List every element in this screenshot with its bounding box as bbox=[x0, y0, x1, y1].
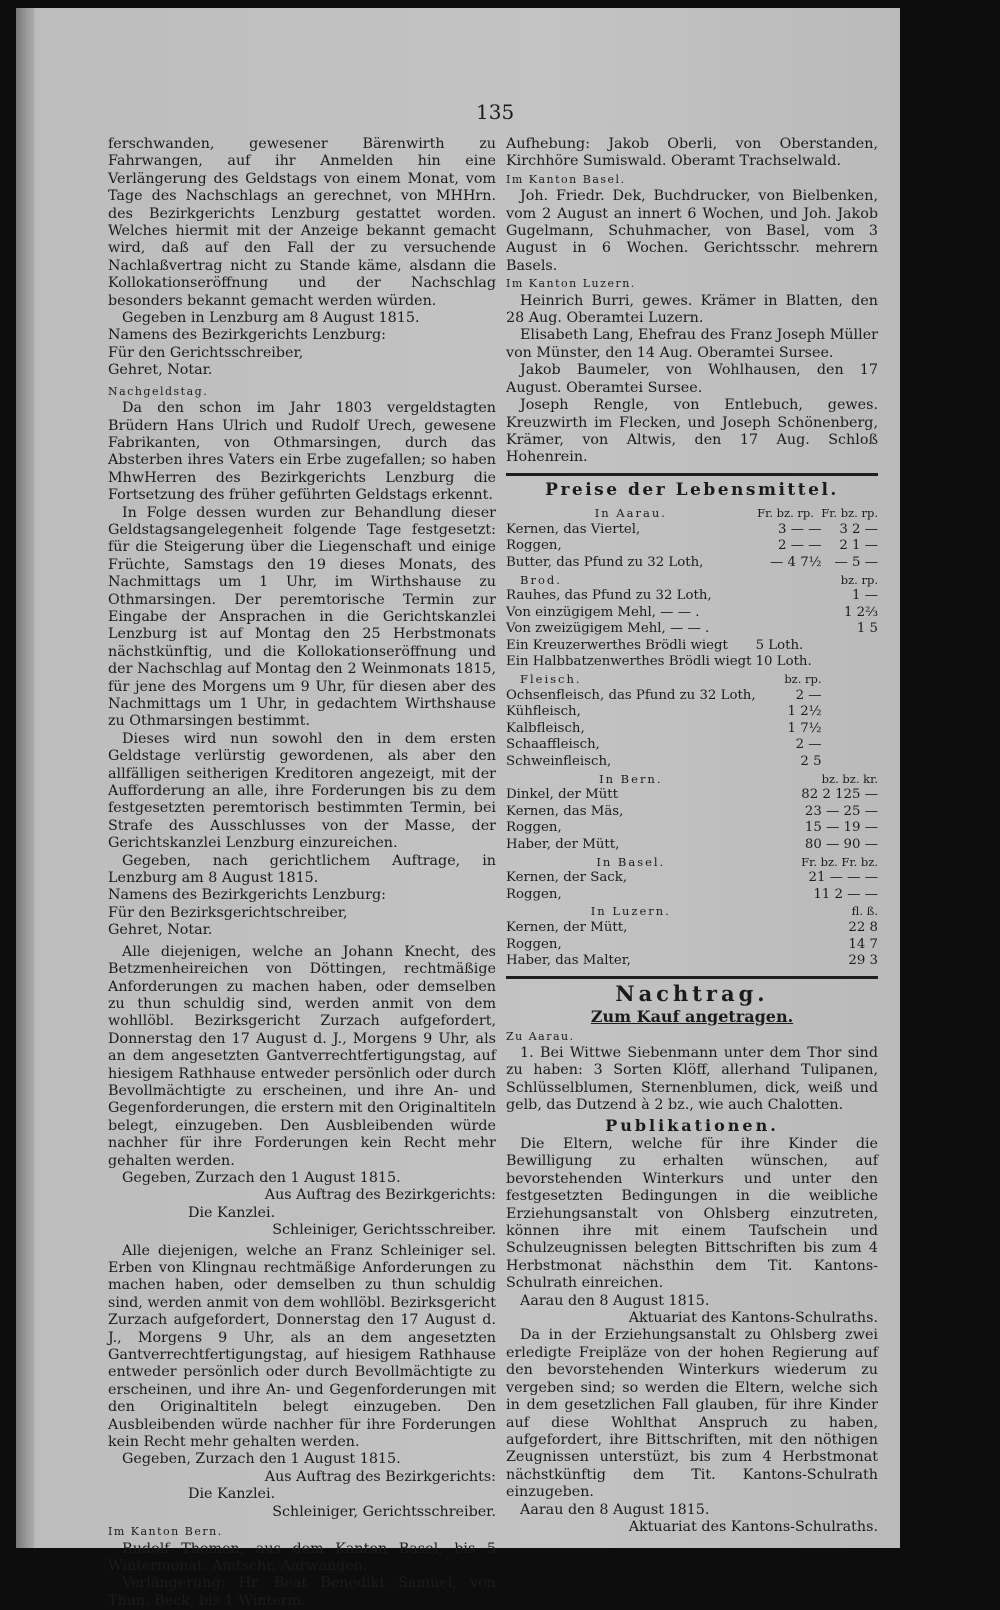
section-heading: Im Kanton Bern. bbox=[108, 1525, 223, 1539]
table-row bbox=[506, 505, 878, 522]
signature-line: Aus Auftrag des Bezirkgerichts: bbox=[264, 1468, 496, 1485]
notice-paragraph: Dieses wird nun sowohl den in dem ersten Geldstage verlürstig gewordenen, als aber den allfälligen seitherigen Kreditoren angezeigt, mit der Aufforderung an alle, ihre Forderungen bis zu dem festgesetzten peremtorisch bestimmten Termin, bei Strafe des Ausschlusses von der Masse, der Gerichtskanzlei Lenzburg einzureichen. bbox=[108, 730, 496, 852]
section-rule bbox=[506, 976, 878, 979]
section-heading: Im Kanton Luzern. bbox=[506, 277, 636, 291]
notice-paragraph: Rudolf Thomen, aus dem Kanton Basel, bis 5 Wintermonat. Amtschr. Aarwangen. bbox=[108, 1540, 496, 1574]
notice-paragraph: Joseph Rengle, von Entlebuch, gewes. Kreuzwirth im Flecken, und Joseph Schönenberg, Krämer, von Altwis, den 17 Aug. Schloß Hohenrein. bbox=[506, 397, 878, 466]
table-row: Kernen, der Mütt, 22 8 bbox=[506, 919, 878, 935]
notice-paragraph: Alle diejenigen, welche an Johann Knecht, des Betzmenheireichen von Döttingen, rechtmäßige Anforderungen zu machen haben, oder demselben zu thun schuldig sind, werden anmit von dem wohllöbl. Bezirksgericht Zurzach aufgefordert, Donnerstag den 17 August d. J., Morgens 9 Uhr, als an dem angesetzten Gantverrechtfertigungstag, auf hiesigem Rathhause entweder persönlich oder durch Bevollmächtigte zu erscheinen, und ihre An- und Gegenforderungen, die erstern mit den Originaltiteln belegt, einzugeben. Den Ausbleibenden würde nachher für ihre Forderungen kein Recht mehr gehalten werden. bbox=[108, 943, 496, 1169]
given-line: Gegeben, nach gerichtlichem Auftrage, in Lenzburg am 8 August 1815. bbox=[108, 852, 496, 887]
given-line: Gegeben in Lenzburg am 8 August 1815. bbox=[122, 310, 420, 327]
table-row: Rauhes, das Pfund zu 32 Loth, 1 — bbox=[506, 588, 878, 604]
signature-line: Namens des Bezirkgerichts Lenzburg: bbox=[108, 887, 386, 904]
notice-paragraph: Elisabeth Lang, Ehefrau des Franz Joseph Müller von Münster, den 14 Aug. Oberamtei Sursee. bbox=[506, 327, 878, 361]
publikationen-heading: Publikationen. bbox=[605, 1115, 779, 1135]
table-row: Kernen, das Mäs, 23 — 25 — bbox=[506, 803, 878, 819]
column-units: Fr. bz. rp. Fr. bz. rp. bbox=[757, 506, 878, 521]
section-heading: Nachgeldstag. bbox=[108, 384, 209, 398]
prices-table bbox=[506, 505, 878, 970]
table-row: Butter, das Pfund zu 32 Loth, — 4 7½ — 5 — bbox=[506, 554, 878, 570]
notice-paragraph: Joh. Friedr. Dek, Buchdrucker, von Bielbenken, vom 2 August an innert 6 Wochen, und Joh. Jakob Gugelmann, Schuhmacher, von Basel, vom 3 August in 6 Wochen. Gerichtsschr. mehrern Basels. bbox=[506, 188, 878, 274]
notice-paragraph: Heinrich Burri, gewes. Krämer in Blatten, den 28 Aug. Oberamtei Luzern. bbox=[506, 292, 878, 327]
section-rule bbox=[506, 473, 878, 476]
signature-line: Aktuariat des Kantons-Schulraths. bbox=[628, 1310, 878, 1327]
table-row: Ochsenfleisch, das Pfund zu 32 Loth, 2 — bbox=[506, 687, 822, 703]
notice-paragraph: In Folge dessen wurden zur Behandlung dieser Geldstagsangelegenheit folgende Tage festgesetzt: für die Steigerung über die Liegenschaft und einige Früchte, Samstags den 19 dieses Monats, des Nachmittags um 1 Uhr, im Wirthshause zu Othmarsingen. Der peremtorische Termin zur Eingabe der Ansprachen in die Gerichtskanzlei Lenzburg ist auf Montag den 25 Herbstmonats nächstkünftig, und die Kollokationseröffnung und der Nachschlag auf Montag den 2 Weinmonats 1815, für jene des Morgens um 9 Uhr, für diesen aber des Nachmittags um 1 Uhr, in gedachtem Wirthshause zu Othmarsingen bestimmt. bbox=[108, 504, 496, 730]
notice-paragraph: Die Eltern, welche für ihre Kinder die Bewilligung zu erhalten wünschen, auf bevorstehenden Winterkurs und unter den festgesetzten Bedingungen in die weibliche Erziehungsanstalt von Ohlsberg einzutreten, können ihre mit einem Taufschein und Schulzeugnissen belegten Bittschriften bis zum 4 Herbstmonat nächsthin dem Tit. Kantons-Schulrath einreichen. bbox=[506, 1136, 878, 1292]
signature-name: Schleiniger, Gerichtsschreiber. bbox=[272, 1222, 496, 1239]
table-row: Roggen, 2 — — 2 1 — bbox=[506, 538, 878, 554]
table-row: Kernen, das Viertel, 3 — — 3 2 — bbox=[506, 521, 878, 537]
table-row: Kühfleisch, 1 2½ bbox=[506, 704, 822, 720]
notice-paragraph: Alle diejenigen, welche an Franz Schleiniger sel. Erben von Klingnau rechtmäßige Anforderungen zu machen haben, oder demselben zu thun schuldig sind, werden anmit von dem wohllöbl. Bezirksgericht Zurzach aufgefordert, Donnerstag den 17 August d. J., Morgens 9 Uhr, als an dem angesetzten Gantverrechtfertigungstag, auf hiesigem Rathhause entweder persönlich oder durch Bevollmächtigte zu erscheinen, und ihre An- und Gegenforderungen mit den Originaltiteln belegt einzugeben. Den Ausbleibenden würde nachher für ihre Forderungen kein Recht mehr gehalten werden. bbox=[108, 1242, 496, 1451]
signature-name: Gehret, Notar. bbox=[108, 362, 213, 379]
signature-name: Schleiniger, Gerichtsschreiber. bbox=[272, 1503, 496, 1520]
left-column bbox=[108, 136, 496, 1610]
signature-line: Aus Auftrag des Bezirkgerichts: bbox=[264, 1187, 496, 1204]
notice-paragraph: ferschwanden, gewesener Bärenwirth zu Fahrwangen, auf ihr Anmelden hin eine Verlängerung des Geldstags von einem Monat, vom Tage des Nachschlags an gerechnet, von MHHrn. des Bezirkgerichts Lenzburg gestattet worden. Welches hiermit mit der Anzeige bekannt gemacht wird, daß auf den Fall der zu versuchende Nachlaßvertrag nicht zu Stande käme, alsdann die Kollokationseröffnung und der Nachschlag besonders bekannt gemacht werden würden. bbox=[108, 136, 496, 309]
signature-line: Für den Gerichtsschreiber, bbox=[108, 344, 304, 361]
section-heading: Zum Kauf angetragen. bbox=[590, 1007, 794, 1027]
table-row: Dinkel, der Mütt 82 2 125 — bbox=[506, 787, 878, 803]
notice-paragraph: Jakob Baumeler, von Wohlhausen, den 17 August. Oberamtei Sursee. bbox=[506, 362, 878, 396]
notice-paragraph: 1. Bei Wittwe Siebenmann unter dem Thor sind zu haben: 3 Sorten Klöff, allerhand Tulipanen, Schlüsselblumen, Sternenblumen, dick, weiß und gelb, das Dutzend à 2 bz., wie auch Chalotten. bbox=[506, 1044, 878, 1114]
prices-title: Preise der Lebensmittel. bbox=[545, 479, 839, 500]
page-number: 135 bbox=[476, 100, 515, 124]
notice-paragraph: Verlängerung: Hr. Beat Benedikt Samuel, von Thun, Beck, bis 1 Winterm. bbox=[108, 1575, 496, 1609]
newspaper-page bbox=[16, 8, 900, 1609]
table-row: Brod. bz. rp. bbox=[520, 572, 878, 587]
section-heading: Im Kanton Basel. bbox=[506, 172, 626, 186]
notice-paragraph: Da in der Erziehungsanstalt zu Ohlsberg zwei erledigte Freipläze von der hohen Regierung auf den bevorstehenden Winterkurs wiederum zu vergeben sind; so werden die Eltern, welche sich in dem gesetzlichen Fall glauben, für ihre Kinder auf diese Wohlthat Anspruch zu haben, aufgefordert, ihre Bittschriften, mit den nöthigen Zeugnissen unterstüzt, bis zum 4 Herbstmonat nächstkünftig dem Tit. Kantons-Schulrath einzugeben. bbox=[506, 1327, 878, 1501]
table-row: Ein Kreuzerwerthes Brödli wiegt 5 Loth. bbox=[506, 637, 804, 653]
table-row: Ein Halbbatzenwerthes Brödli wiegt 10 Loth. bbox=[506, 654, 812, 670]
given-line: Aarau den 8 August 1815. bbox=[520, 1292, 710, 1309]
table-row: Roggen, 15 — 19 — bbox=[506, 820, 878, 836]
signature-line: Aktuariat des Kantons-Schulraths. bbox=[628, 1518, 878, 1535]
table-row: Haber, der Mütt, 80 — 90 — bbox=[506, 837, 878, 852]
signature-line: Die Kanzlei. bbox=[188, 1204, 276, 1221]
table-row: Fleisch. bz. rp. bbox=[520, 672, 822, 687]
table-row: Schaaffleisch, 2 — bbox=[506, 737, 822, 753]
section-subheading: Zu Aarau. bbox=[506, 1029, 575, 1043]
given-line: Gegeben, Zurzach den 1 August 1815. bbox=[122, 1169, 401, 1186]
notice-paragraph: Da den schon im Jahr 1803 vergeldstagten Brüdern Hans Ulrich und Rudolf Urech, gewesene Fabrikanten, von Othmarsingen, durch das Absterben ihres Vaters ein Erbe zugefallen; so haben MhwHerren des Bezirkgerichts Lenzburg die Fortsetzung des früher geführten Geldstags erkennt. bbox=[108, 400, 496, 504]
signature-line: Namens des Bezirkgerichts Lenzburg: bbox=[108, 327, 386, 344]
table-row: Haber, das Malter, 29 3 bbox=[506, 953, 878, 969]
table-row: Roggen, 14 7 bbox=[506, 936, 878, 952]
table-row: Kalbfleisch, 1 7½ bbox=[506, 720, 822, 736]
table-row: In Luzern. fl. ß. bbox=[590, 904, 878, 919]
given-line: Aarau den 8 August 1815. bbox=[520, 1501, 710, 1518]
right-column bbox=[506, 136, 878, 1536]
table-row: In Bern. bz. bz. kr. bbox=[599, 771, 878, 786]
table-row: Kernen, der Sack, 21 — — — bbox=[506, 870, 878, 886]
page-edge bbox=[16, 8, 34, 1548]
table-row: Von einzügigem Mehl, — — . 1 2⅔ bbox=[506, 604, 878, 620]
table-row: Schweinfleisch, 2 5 bbox=[506, 754, 822, 770]
given-line: Gegeben, Zurzach den 1 August 1815. bbox=[122, 1451, 401, 1468]
signature-line: Die Kanzlei. bbox=[188, 1486, 276, 1503]
signature-line: Für den Bezirksgerichtschreiber, bbox=[108, 904, 348, 921]
signature-name: Gehret, Notar. bbox=[108, 922, 213, 939]
table-row: Von zweizügigem Mehl, — — . 1 5 bbox=[506, 621, 878, 637]
table-row: In Basel. Fr. bz. Fr. bz. bbox=[596, 854, 878, 869]
table-subheading: In Aarau. bbox=[594, 506, 667, 521]
notice-paragraph: Aufhebung: Jakob Oberli, von Oberstanden, Kirchhöre Sumiswald. Oberamt Trachselwald. bbox=[506, 136, 878, 170]
nachtrag-heading: Nachtrag. bbox=[615, 980, 769, 1006]
table-row: Roggen, 11 2 — — bbox=[506, 886, 878, 902]
